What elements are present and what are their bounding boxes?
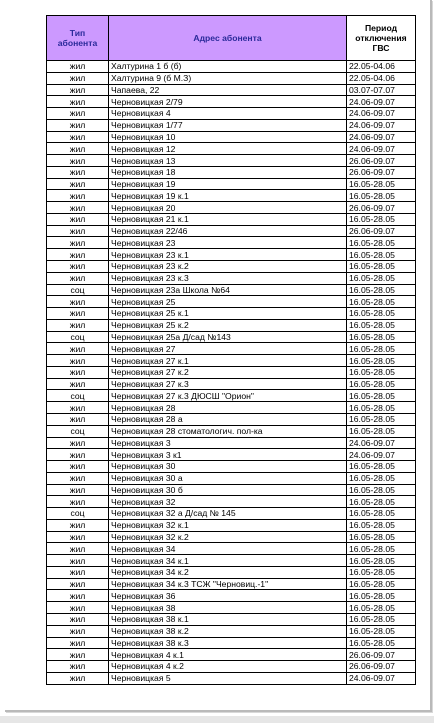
- table-row: [47, 649, 416, 661]
- table-row: [47, 155, 416, 167]
- table-body: [47, 61, 416, 685]
- cell-subscriber-type: жил: [47, 366, 109, 378]
- table-row: [47, 213, 416, 225]
- cell-subscriber-address: Черновицкая 19: [109, 178, 347, 190]
- cell-subscriber-type: жил: [47, 143, 109, 155]
- cell-subscriber-address: Черновицкая 36: [109, 590, 347, 602]
- cell-outage-period: 26.06-09.07: [347, 202, 416, 214]
- table-row: [47, 119, 416, 131]
- cell-subscriber-type: жил: [47, 649, 109, 661]
- cell-outage-period: 16.05-28.05: [347, 308, 416, 320]
- cell-subscriber-type: жил: [47, 496, 109, 508]
- cell-outage-period: 16.05-28.05: [347, 543, 416, 555]
- cell-subscriber-type: жил: [47, 237, 109, 249]
- cell-subscriber-type: жил: [47, 155, 109, 167]
- cell-subscriber-address: Халтурина 9 (б М.З): [109, 72, 347, 84]
- cell-subscriber-address: Черновицкая 34: [109, 543, 347, 555]
- table-row: [47, 319, 416, 331]
- cell-outage-period: 16.05-28.05: [347, 566, 416, 578]
- cell-subscriber-address: Черновицкая 20: [109, 202, 347, 214]
- header-subscriber-type: Тип абонента: [47, 16, 109, 61]
- header-subscriber-address: Адрес абонента: [109, 16, 347, 61]
- cell-subscriber-type: жил: [47, 166, 109, 178]
- cell-outage-period: 26.06-09.07: [347, 649, 416, 661]
- cell-subscriber-address: Черновицкая 21 к.1: [109, 213, 347, 225]
- table-row: [47, 96, 416, 108]
- cell-subscriber-type: жил: [47, 202, 109, 214]
- cell-outage-period: 16.05-28.05: [347, 613, 416, 625]
- cell-subscriber-type: соц: [47, 390, 109, 402]
- cell-subscriber-address: Черновицкая 34 к.2: [109, 566, 347, 578]
- cell-subscriber-type: жил: [47, 272, 109, 284]
- viewer-bottom-margin: [0, 716, 434, 723]
- cell-subscriber-type: жил: [47, 178, 109, 190]
- cell-subscriber-type: соц: [47, 331, 109, 343]
- table-row: [47, 637, 416, 649]
- table-row: [47, 343, 416, 355]
- cell-subscriber-address: Черновицкая 13: [109, 155, 347, 167]
- cell-subscriber-type: жил: [47, 449, 109, 461]
- table-row: [47, 519, 416, 531]
- cell-outage-period: 16.05-28.05: [347, 590, 416, 602]
- table-row: [47, 625, 416, 637]
- cell-outage-period: 16.05-28.05: [347, 390, 416, 402]
- cell-outage-period: 16.05-28.05: [347, 461, 416, 473]
- table-row: [47, 672, 416, 684]
- cell-subscriber-type: жил: [47, 566, 109, 578]
- cell-subscriber-type: жил: [47, 108, 109, 120]
- table-row: [47, 661, 416, 673]
- cell-outage-period: 03.07-07.07: [347, 84, 416, 96]
- cell-subscriber-address: Черновицкая 25 к.1: [109, 308, 347, 320]
- cell-subscriber-address: Черновицкая 28 а: [109, 413, 347, 425]
- cell-outage-period: 16.05-28.05: [347, 413, 416, 425]
- cell-subscriber-type: жил: [47, 96, 109, 108]
- cell-subscriber-address: Черновицкая 38 к.2: [109, 625, 347, 637]
- cell-outage-period: 16.05-28.05: [347, 213, 416, 225]
- cell-subscriber-type: жил: [47, 437, 109, 449]
- cell-subscriber-address: Черновицкая 25 к.2: [109, 319, 347, 331]
- cell-outage-period: 22.05-04.06: [347, 61, 416, 73]
- cell-outage-period: 16.05-28.05: [347, 508, 416, 520]
- cell-subscriber-address: Черновицкая 19 к.1: [109, 190, 347, 202]
- cell-subscriber-address: Черновицкая 22/46: [109, 225, 347, 237]
- cell-subscriber-address: Черновицкая 34 к.1: [109, 555, 347, 567]
- table-row: [47, 355, 416, 367]
- table-row: [47, 166, 416, 178]
- table-row: [47, 590, 416, 602]
- cell-subscriber-type: жил: [47, 319, 109, 331]
- cell-subscriber-type: жил: [47, 555, 109, 567]
- cell-outage-period: 24.06-09.07: [347, 449, 416, 461]
- cell-subscriber-address: Черновицкая 34 к.3 ТСЖ "Черновиц.-1": [109, 578, 347, 590]
- cell-subscriber-address: Черновицкая 32 к.1: [109, 519, 347, 531]
- cell-subscriber-type: жил: [47, 378, 109, 390]
- cell-subscriber-type: жил: [47, 225, 109, 237]
- cell-outage-period: 16.05-28.05: [347, 602, 416, 614]
- cell-outage-period: 16.05-28.05: [347, 425, 416, 437]
- cell-subscriber-type: жил: [47, 343, 109, 355]
- cell-subscriber-address: Черновицкая 23а Школа №64: [109, 284, 347, 296]
- cell-outage-period: 16.05-28.05: [347, 378, 416, 390]
- cell-subscriber-address: Черновицкая 18: [109, 166, 347, 178]
- table-row: [47, 437, 416, 449]
- cell-subscriber-address: Черновицкая 4 к.1: [109, 649, 347, 661]
- cell-subscriber-address: Черновицкая 38 к.1: [109, 613, 347, 625]
- cell-outage-period: 16.05-28.05: [347, 625, 416, 637]
- cell-outage-period: 16.05-28.05: [347, 190, 416, 202]
- table-row: [47, 425, 416, 437]
- cell-subscriber-address: Черновицкая 4 к.2: [109, 661, 347, 673]
- cell-subscriber-type: жил: [47, 296, 109, 308]
- table-row: [47, 72, 416, 84]
- cell-subscriber-address: Черновицкая 27 к.3: [109, 378, 347, 390]
- table-row: [47, 249, 416, 261]
- cell-outage-period: 24.06-09.07: [347, 143, 416, 155]
- cell-subscriber-type: жил: [47, 213, 109, 225]
- cell-subscriber-address: Черновицкая 3: [109, 437, 347, 449]
- cell-subscriber-address: Черновицкая 1/77: [109, 119, 347, 131]
- cell-subscriber-address: Черновицкая 30: [109, 461, 347, 473]
- table-row: [47, 190, 416, 202]
- table-row: [47, 178, 416, 190]
- cell-subscriber-address: Черновицкая 27 к.1: [109, 355, 347, 367]
- cell-subscriber-type: жил: [47, 637, 109, 649]
- cell-subscriber-address: Черновицкая 27 к.2: [109, 366, 347, 378]
- cell-subscriber-type: жил: [47, 472, 109, 484]
- cell-subscriber-address: Черновицкая 32 к.2: [109, 531, 347, 543]
- table-row: [47, 555, 416, 567]
- cell-outage-period: 16.05-28.05: [347, 496, 416, 508]
- cell-outage-period: 16.05-28.05: [347, 296, 416, 308]
- table-row: [47, 131, 416, 143]
- cell-outage-period: 16.05-28.05: [347, 472, 416, 484]
- cell-outage-period: 26.06-09.07: [347, 166, 416, 178]
- cell-subscriber-type: жил: [47, 355, 109, 367]
- cell-outage-period: 16.05-28.05: [347, 637, 416, 649]
- cell-subscriber-type: жил: [47, 578, 109, 590]
- cell-subscriber-type: жил: [47, 249, 109, 261]
- table-row: [47, 284, 416, 296]
- cell-outage-period: 16.05-28.05: [347, 261, 416, 273]
- table-row: [47, 308, 416, 320]
- cell-outage-period: 16.05-28.05: [347, 249, 416, 261]
- table-row: [47, 602, 416, 614]
- cell-subscriber-address: Халтурина 1 б (б): [109, 61, 347, 73]
- cell-outage-period: 26.06-09.07: [347, 661, 416, 673]
- table-row: [47, 331, 416, 343]
- table-row: [47, 496, 416, 508]
- cell-subscriber-address: Черновицкая 25а Д/сад №143: [109, 331, 347, 343]
- cell-subscriber-address: Черновицкая 5: [109, 672, 347, 684]
- table-row: [47, 413, 416, 425]
- cell-subscriber-address: Черновицкая 27 к.3 ДЮСШ "Орион": [109, 390, 347, 402]
- outage-table: [46, 15, 416, 685]
- table-row: [47, 531, 416, 543]
- table-row: [47, 461, 416, 473]
- cell-outage-period: 24.06-09.07: [347, 672, 416, 684]
- cell-outage-period: 16.05-28.05: [347, 402, 416, 414]
- cell-subscriber-type: жил: [47, 61, 109, 73]
- cell-outage-period: 16.05-28.05: [347, 237, 416, 249]
- cell-subscriber-address: Черновицкая 3 к1: [109, 449, 347, 461]
- cell-subscriber-type: жил: [47, 602, 109, 614]
- cell-subscriber-type: жил: [47, 661, 109, 673]
- table-row: [47, 237, 416, 249]
- cell-subscriber-address: Черновицкая 28 стоматологич. пол-ка: [109, 425, 347, 437]
- cell-subscriber-address: Чапаева, 22: [109, 84, 347, 96]
- header-row: [47, 16, 416, 61]
- table-row: [47, 378, 416, 390]
- cell-outage-period: 16.05-28.05: [347, 531, 416, 543]
- cell-outage-period: 16.05-28.05: [347, 519, 416, 531]
- table-row: [47, 366, 416, 378]
- cell-outage-period: 26.06-09.07: [347, 155, 416, 167]
- cell-outage-period: 24.06-09.07: [347, 119, 416, 131]
- cell-outage-period: 16.05-28.05: [347, 355, 416, 367]
- cell-subscriber-address: Черновицкая 4: [109, 108, 347, 120]
- cell-subscriber-address: Черновицкая 27: [109, 343, 347, 355]
- cell-outage-period: 22.05-04.06: [347, 72, 416, 84]
- table-row: [47, 261, 416, 273]
- cell-outage-period: 16.05-28.05: [347, 284, 416, 296]
- cell-outage-period: 24.06-09.07: [347, 437, 416, 449]
- cell-subscriber-type: жил: [47, 519, 109, 531]
- cell-subscriber-address: Черновицкая 12: [109, 143, 347, 155]
- cell-subscriber-address: Черновицкая 28: [109, 402, 347, 414]
- cell-subscriber-type: жил: [47, 531, 109, 543]
- cell-subscriber-address: Черновицкая 30 б: [109, 484, 347, 496]
- cell-subscriber-address: Черновицкая 38: [109, 602, 347, 614]
- cell-subscriber-type: жил: [47, 261, 109, 273]
- table-row: [47, 296, 416, 308]
- cell-subscriber-type: жил: [47, 613, 109, 625]
- table-row: [47, 202, 416, 214]
- cell-outage-period: 16.05-28.05: [347, 366, 416, 378]
- table-row: [47, 613, 416, 625]
- cell-subscriber-type: жил: [47, 402, 109, 414]
- cell-subscriber-type: соц: [47, 284, 109, 296]
- cell-subscriber-address: Черновицкая 30 а: [109, 472, 347, 484]
- cell-subscriber-type: жил: [47, 672, 109, 684]
- table-row: [47, 61, 416, 73]
- cell-subscriber-address: Черновицкая 10: [109, 131, 347, 143]
- cell-outage-period: 16.05-28.05: [347, 331, 416, 343]
- cell-subscriber-address: Черновицкая 23 к.3: [109, 272, 347, 284]
- table-row: [47, 508, 416, 520]
- cell-subscriber-type: жил: [47, 190, 109, 202]
- table-row: [47, 449, 416, 461]
- table-row: [47, 472, 416, 484]
- cell-subscriber-address: Черновицкая 32 а Д/сад № 145: [109, 508, 347, 520]
- table-row: [47, 108, 416, 120]
- cell-outage-period: 16.05-28.05: [347, 484, 416, 496]
- table-row: [47, 390, 416, 402]
- cell-subscriber-type: жил: [47, 625, 109, 637]
- cell-subscriber-type: жил: [47, 413, 109, 425]
- table-row: [47, 143, 416, 155]
- cell-subscriber-type: жил: [47, 484, 109, 496]
- cell-subscriber-type: жил: [47, 461, 109, 473]
- cell-outage-period: 16.05-28.05: [347, 343, 416, 355]
- table-row: [47, 578, 416, 590]
- cell-subscriber-type: жил: [47, 131, 109, 143]
- cell-subscriber-type: жил: [47, 119, 109, 131]
- cell-subscriber-type: жил: [47, 308, 109, 320]
- cell-subscriber-address: Черновицкая 23: [109, 237, 347, 249]
- cell-outage-period: 16.05-28.05: [347, 178, 416, 190]
- cell-outage-period: 26.06-09.07: [347, 225, 416, 237]
- cell-subscriber-type: соц: [47, 425, 109, 437]
- table-row: [47, 484, 416, 496]
- cell-subscriber-type: жил: [47, 543, 109, 555]
- cell-outage-period: 24.06-09.07: [347, 96, 416, 108]
- cell-subscriber-type: соц: [47, 508, 109, 520]
- header-outage-period: Период отключения ГВС: [347, 16, 416, 61]
- table-row: [47, 84, 416, 96]
- table-row: [47, 543, 416, 555]
- cell-subscriber-address: Черновицкая 2/79: [109, 96, 347, 108]
- cell-subscriber-address: Черновицкая 23 к.2: [109, 261, 347, 273]
- cell-outage-period: 16.05-28.05: [347, 319, 416, 331]
- table-row: [47, 272, 416, 284]
- cell-subscriber-type: жил: [47, 72, 109, 84]
- table-row: [47, 566, 416, 578]
- cell-outage-period: 24.06-09.07: [347, 131, 416, 143]
- cell-subscriber-address: Черновицкая 32: [109, 496, 347, 508]
- cell-subscriber-address: Черновицкая 38 к.3: [109, 637, 347, 649]
- table-row: [47, 402, 416, 414]
- cell-subscriber-type: жил: [47, 590, 109, 602]
- cell-outage-period: 24.06-09.07: [347, 108, 416, 120]
- cell-outage-period: 16.05-28.05: [347, 578, 416, 590]
- document-page: [5, 0, 432, 712]
- cell-subscriber-address: Черновицкая 25: [109, 296, 347, 308]
- table-row: [47, 225, 416, 237]
- cell-subscriber-address: Черновицкая 23 к.1: [109, 249, 347, 261]
- cell-outage-period: 16.05-28.05: [347, 555, 416, 567]
- cell-outage-period: 16.05-28.05: [347, 272, 416, 284]
- cell-subscriber-type: жил: [47, 84, 109, 96]
